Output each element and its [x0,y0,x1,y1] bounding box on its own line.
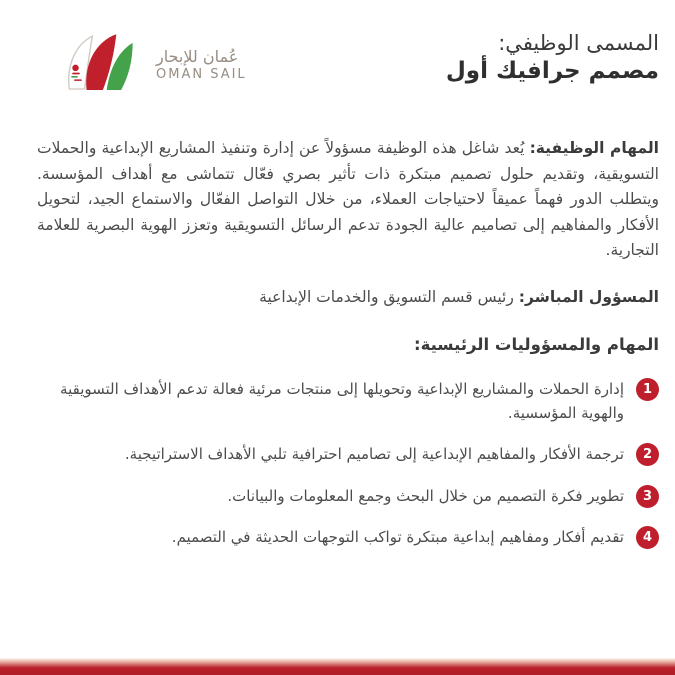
job-duties-text: يُعد شاغل هذه الوظيفة مسؤولاً عن إدارة وتنفيذ المشاريع الإبداعية والحملات التسويقية، وتقديم حلول تصميم مبتكرة ذات تأثير بصري فعّال تتماشى مع أهداف المؤسسة. ويتطلب الدور فهماً عميقاً لاحتياجات العملاء، من خلال التواصل الفعّال والاستماع الجيد، لتحويل الأفكار والمفاهيم إلى تصاميم عالية الجودة تدعم الرسائل التسويقية وتعزز الهوية البصرية للعلامة التجارية. [37,139,659,259]
direct-manager-line [37,288,659,306]
footer-accent-bar [0,658,675,675]
logo-wordmark [156,48,247,82]
logo-arabic-name: عُمان للإبحار [156,47,239,67]
number-badge: 4 [636,526,659,549]
direct-manager-value: رئيس قسم التسويق والخدمات الإبداعية [259,288,514,306]
responsibilities-heading: المهام والمسؤوليات الرئيسية: [413,335,659,354]
direct-manager-label: المسؤول المباشر: [518,288,659,306]
job-duties-label: المهام الوظيفية: [529,139,659,157]
list-item [37,484,659,509]
number-badge: 2 [636,443,659,466]
list-item [37,377,659,425]
logo-english-name: OMAN SAIL [156,66,247,82]
job-description-paragraph [37,136,659,264]
list-item-text: إدارة الحملات والمشاريع الإبداعية وتحويلها إلى منتجات مرئية فعالة تدعم الأهداف التسويقية والهوية المؤسسية. [60,380,624,422]
list-item-text: تقديم أفكار ومفاهيم إبداعية مبتكرة تواكب التوجهات الحديثة في التصميم. [171,528,624,546]
job-title-header [446,30,659,87]
list-item [37,525,659,550]
list-item-text: تطوير فكرة التصميم من خلال البحث وجمع المعلومات والبيانات. [227,486,624,505]
list-item-text: ترجمة الأفكار والمفاهيم الإبداعية إلى تصاميم احترافية تلبي الأهداف الاستراتيجية. [124,445,624,463]
job-title-label: المسمى الوظيفي: [498,31,659,55]
responsibilities-list [37,377,659,550]
oman-sail-logo [52,33,247,97]
list-item [37,442,659,467]
sailboat-icon [52,33,148,97]
number-badge: 1 [636,378,659,401]
number-badge: 3 [636,485,659,508]
page-title: مصمم جرافيك أول [445,58,659,85]
